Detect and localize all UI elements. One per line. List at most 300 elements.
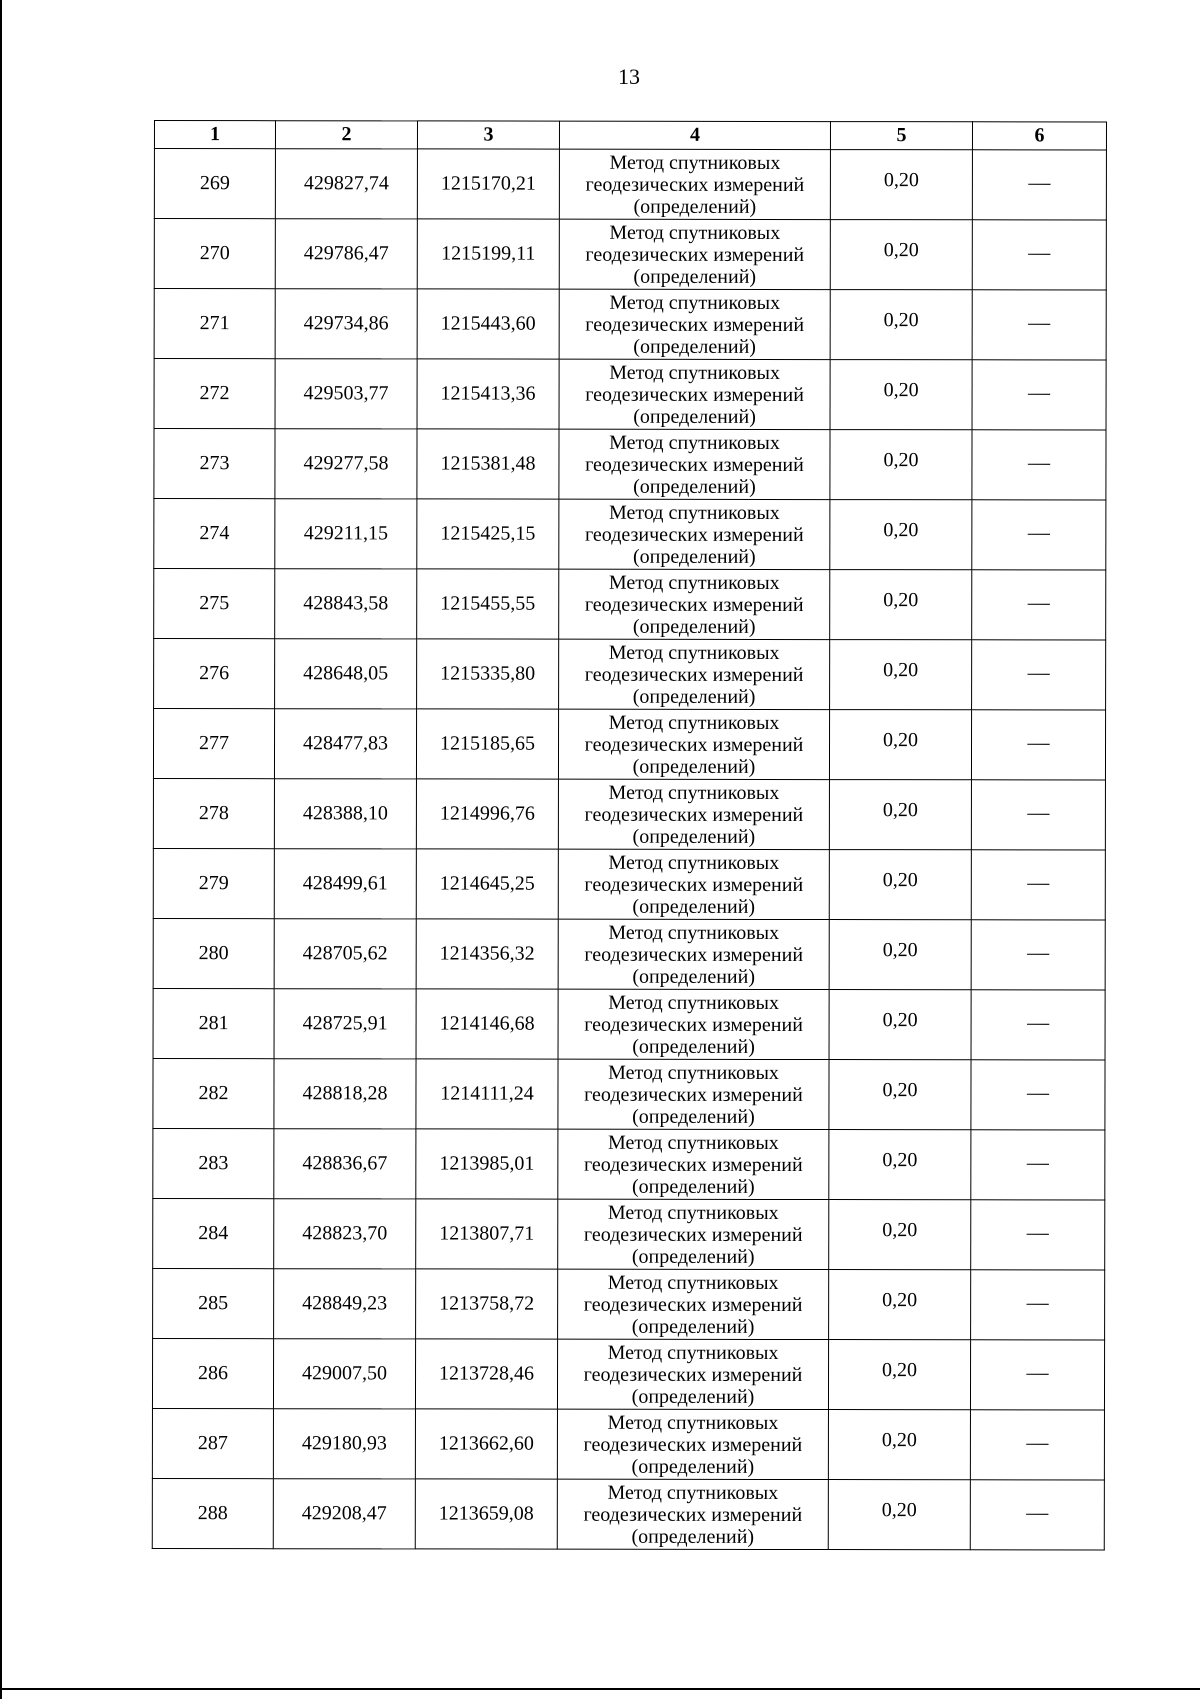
y-coordinate-cell-text: 1215455,55 [440,592,536,615]
note-cell-text: — [1027,448,1050,474]
method-line: Метод спутниковых [608,851,780,874]
accuracy-cell-text: 0,20 [883,729,919,752]
table-row [152,1338,1104,1409]
x-coordinate-cell [275,569,417,639]
point-number-cell-text: 276 [199,662,230,685]
table-row [152,1478,1104,1549]
header-col-2: 2 [275,121,417,149]
accuracy-cell-text: 0,20 [882,939,918,962]
page-border-bottom [0,1688,1200,1690]
method-line: (определений) [632,755,756,778]
header-col-6: 6 [972,122,1106,150]
method-line: геодезических измерений [585,453,804,476]
note-cell [971,1060,1105,1130]
accuracy-cell-text: 0,20 [883,519,919,542]
x-coordinate-cell [274,919,416,989]
accuracy-cell [828,1340,970,1410]
table-row [154,359,1106,430]
method-cell [559,289,830,359]
method-cell [558,1129,829,1199]
point-number-cell-text: 288 [197,1502,228,1525]
table-row [153,988,1105,1059]
y-coordinate-cell-text: 1213659,08 [438,1502,534,1525]
x-coordinate-cell [275,289,417,359]
method-line: геодезических измерений [584,873,804,896]
accuracy-cell [830,220,972,290]
y-coordinate-cell [415,1409,557,1479]
method-cell [558,1269,829,1339]
y-coordinate-cell-text: 1215413,36 [440,382,536,405]
table-row [154,219,1106,290]
note-cell-text: — [1027,1008,1050,1034]
method-line: геодезических измерений [584,733,804,756]
y-coordinate-cell [416,1059,558,1129]
accuracy-cell [829,710,971,780]
note-cell [972,500,1106,570]
y-coordinate-cell [417,569,559,639]
method-line: геодезических измерений [585,173,805,196]
accuracy-cell-text: 0,20 [882,869,918,892]
header-col-3: 3 [417,121,559,149]
point-number-cell-text: 286 [198,1362,229,1385]
accuracy-cell-text: 0,20 [881,1499,917,1522]
point-number-cell-text: 272 [199,382,230,405]
y-coordinate-cell [415,1339,557,1409]
note-cell-text: — [1026,1358,1049,1384]
note-cell-text: — [1028,168,1051,194]
x-coordinate-cell-text: 428725,91 [302,1012,388,1035]
page-border-left [0,0,2,1699]
method-cell [559,359,830,429]
note-cell [971,850,1105,920]
table-row [154,149,1106,220]
method-cell [559,149,830,219]
method-line: (определений) [632,965,756,988]
x-coordinate-cell-text: 428823,70 [302,1222,388,1245]
point-number-cell-text: 280 [198,942,229,965]
point-number-cell [153,1268,274,1338]
note-cell-text: — [1028,308,1051,334]
x-coordinate-cell [274,709,416,779]
method-line: Метод спутниковых [608,991,780,1014]
method-line: геодезических измерений [584,943,804,966]
y-coordinate-cell-text: 1214146,68 [439,1012,535,1035]
x-coordinate-cell [275,219,417,289]
y-coordinate-cell-text: 1215381,48 [440,452,536,475]
method-cell [558,1059,829,1129]
note-cell [971,1200,1105,1270]
method-cell [559,429,830,499]
method-line: (определений) [633,195,757,218]
point-number-cell [154,429,275,499]
method-cell [557,1479,828,1549]
x-coordinate-cell-text: 428388,10 [302,802,388,825]
method-line: (определений) [632,545,756,568]
y-coordinate-cell [416,779,558,849]
point-number-cell [154,149,275,219]
note-cell-text: — [1026,1148,1049,1174]
point-number-cell [152,1338,273,1408]
x-coordinate-cell [274,779,416,849]
note-cell [972,360,1106,430]
point-number-cell [153,1128,274,1198]
accuracy-cell [829,1060,971,1130]
table-header-row [154,121,1106,150]
x-coordinate-cell-text: 428648,05 [303,662,389,685]
x-coordinate-cell-text: 428818,28 [302,1082,388,1105]
x-coordinate-cell [274,1129,416,1199]
method-line: геодезических измерений [583,1503,803,1526]
y-coordinate-cell-text: 1215170,21 [440,172,536,195]
method-line: (определений) [632,1105,755,1128]
accuracy-cell [830,290,972,360]
method-cell [559,219,830,289]
accuracy-cell [828,1410,970,1480]
accuracy-cell [829,1200,971,1270]
method-line: Метод спутниковых [609,151,781,174]
y-coordinate-cell-text: 1215335,80 [440,662,536,685]
accuracy-cell [829,1270,971,1340]
table-row [153,918,1105,989]
accuracy-cell [830,570,972,640]
point-number-cell-text: 279 [198,872,229,895]
y-coordinate-cell [417,499,559,569]
point-number-cell-text: 273 [199,452,230,475]
method-cell [558,709,829,779]
note-cell [972,430,1106,500]
point-number-cell [153,988,274,1058]
method-line: (определений) [632,685,756,708]
header-col-1: 1 [154,121,275,149]
method-line: (определений) [632,895,756,918]
table-row [153,848,1105,919]
method-line: геодезических измерений [583,1363,803,1386]
y-coordinate-cell-text: 1213807,71 [439,1222,535,1245]
method-line: (определений) [633,475,756,498]
point-number-cell [153,1058,274,1128]
note-cell-text: — [1026,1498,1049,1524]
note-cell [970,1410,1104,1480]
note-cell-text: — [1027,938,1050,964]
method-cell [558,919,829,989]
note-cell-text: — [1027,658,1050,684]
x-coordinate-cell [273,1409,415,1479]
point-number-cell-text: 287 [197,1432,228,1455]
x-coordinate-cell-text: 429211,15 [303,522,388,545]
note-cell-text: — [1026,1288,1049,1314]
method-line: Метод спутниковых [608,711,780,734]
note-cell-text: — [1027,798,1050,824]
x-coordinate-cell-text: 429208,47 [301,1502,387,1525]
table-row [153,1128,1105,1199]
x-coordinate-cell-text: 428705,62 [302,942,388,965]
table-row [153,779,1105,850]
point-number-cell-text: 275 [199,592,230,615]
point-number-cell [152,1408,273,1478]
accuracy-cell [830,430,972,500]
y-coordinate-cell [417,429,559,499]
accuracy-cell [830,640,972,710]
x-coordinate-cell-text: 428843,58 [303,592,389,615]
x-coordinate-cell [274,1269,416,1339]
x-coordinate-cell-text: 429007,50 [302,1362,388,1385]
point-number-cell [153,1198,274,1268]
y-coordinate-cell-text: 1213758,72 [439,1292,535,1315]
y-coordinate-cell [416,919,558,989]
method-cell [557,1339,828,1409]
point-number-cell [152,1478,273,1548]
y-coordinate-cell [415,1479,557,1549]
point-number-cell-text: 284 [198,1222,229,1245]
method-line: геодезических измерений [585,383,804,406]
accuracy-cell [829,1130,971,1200]
x-coordinate-cell-text: 429180,93 [301,1432,387,1455]
point-number-cell-text: 282 [198,1082,229,1105]
table-row [153,1058,1105,1129]
accuracy-cell-text: 0,20 [882,799,918,822]
note-cell-text: — [1027,588,1050,614]
method-line: (определений) [631,1525,755,1548]
x-coordinate-cell-text: 429277,58 [303,452,389,475]
y-coordinate-cell [417,289,559,359]
method-cell [558,849,829,919]
method-line: геодезических измерений [583,1223,803,1246]
table-row [152,1408,1104,1479]
page-number: 13 [618,64,640,89]
y-coordinate-cell-text: 1214111,24 [440,1082,534,1105]
accuracy-cell-text: 0,20 [883,239,919,262]
x-coordinate-cell-text: 429734,86 [303,312,389,335]
note-cell-text: — [1026,1428,1049,1454]
y-coordinate-cell [416,1129,558,1199]
method-cell [557,1409,828,1479]
accuracy-cell [829,990,971,1060]
method-line: (определений) [631,1245,755,1268]
y-coordinate-cell [416,1199,558,1269]
method-line: геодезических измерений [584,593,804,616]
method-line: (определений) [632,1035,755,1058]
x-coordinate-cell-text: 429827,74 [303,172,389,195]
y-coordinate-cell [417,219,559,289]
point-number-cell-text: 270 [199,242,230,265]
method-line: (определений) [633,335,756,358]
accuracy-cell-text: 0,20 [882,1149,918,1172]
x-coordinate-cell-text: 428836,67 [302,1152,388,1175]
method-cell [559,639,830,709]
table-row [153,1198,1105,1269]
y-coordinate-cell-text: 1215443,60 [440,312,536,335]
note-cell-text: — [1027,728,1050,754]
note-cell [972,570,1106,640]
x-coordinate-cell-text: 428477,83 [303,732,389,755]
x-coordinate-cell [274,989,416,1059]
header-col-4: 4 [559,121,830,149]
accuracy-cell [828,1480,970,1550]
note-cell [972,220,1106,290]
y-coordinate-cell [417,359,559,429]
method-line: Метод спутниковых [608,571,780,594]
header-col-5: 5 [830,122,972,150]
point-number-cell [153,848,274,918]
method-line: геодезических измерений [583,1293,803,1316]
y-coordinate-cell-text: 1213728,46 [439,1362,535,1385]
method-line: Метод спутниковых [607,1481,779,1504]
x-coordinate-cell [275,359,417,429]
method-line: (определений) [631,1385,755,1408]
accuracy-cell-text: 0,20 [883,449,919,472]
point-number-cell [154,639,275,709]
note-cell [971,1130,1105,1200]
point-number-cell [154,289,275,359]
note-cell [971,780,1105,850]
accuracy-cell-text: 0,20 [882,1009,918,1032]
point-number-cell-text: 281 [198,1012,229,1035]
x-coordinate-cell [273,1479,415,1549]
table-row [154,289,1106,360]
method-line: (определений) [631,1315,755,1338]
method-cell [558,989,829,1059]
method-line: (определений) [633,405,756,428]
method-line: геодезических измерений [585,243,805,266]
y-coordinate-cell [416,1269,558,1339]
x-coordinate-cell [275,639,417,709]
accuracy-cell-text: 0,20 [883,309,919,332]
note-cell-text: — [1027,518,1050,544]
method-line: геодезических измерений [584,663,804,686]
method-cell [558,779,829,849]
point-number-cell-text: 278 [198,802,229,825]
point-number-cell [153,779,274,849]
accuracy-cell [830,500,972,570]
y-coordinate-cell-text: 1214356,32 [439,942,535,965]
x-coordinate-cell-text: 429786,47 [303,242,389,265]
accuracy-cell-text: 0,20 [882,1219,918,1242]
note-cell-text: — [1028,238,1051,264]
note-cell-text: — [1028,378,1051,404]
y-coordinate-cell-text: 1215425,15 [440,522,536,545]
accuracy-cell-text: 0,20 [882,1359,918,1382]
note-cell-text: — [1027,868,1050,894]
table-body [152,149,1106,1550]
x-coordinate-cell-text: 428849,23 [302,1292,388,1315]
method-line: (определений) [632,615,756,638]
point-number-cell-text: 271 [199,312,230,335]
method-cell [558,1199,829,1269]
method-line: геодезических измерений [583,1153,803,1176]
note-cell [971,1270,1105,1340]
y-coordinate-cell [417,639,559,709]
method-line: геодезических измерений [584,1083,803,1106]
x-coordinate-cell [274,1059,416,1129]
y-coordinate-cell-text: 1213985,01 [439,1152,535,1175]
table-row [153,709,1105,780]
table-row [154,569,1106,640]
y-coordinate-cell-text: 1214996,76 [439,802,535,825]
point-number-cell-text: 283 [198,1152,229,1175]
y-coordinate-cell [416,989,558,1059]
note-cell [972,150,1106,220]
x-coordinate-cell [274,1199,416,1269]
y-coordinate-cell [416,849,558,919]
method-line: (определений) [631,1455,755,1478]
method-line: геодезических измерений [584,523,804,546]
coordinates-table [152,120,1107,1550]
method-line: Метод спутниковых [607,1411,779,1434]
note-cell [971,920,1105,990]
point-number-cell [153,709,274,779]
accuracy-cell [830,150,972,220]
accuracy-cell-text: 0,20 [883,659,919,682]
method-line: Метод спутниковых [607,1271,779,1294]
point-number-cell-text: 277 [199,732,230,755]
note-cell-text: — [1026,1078,1049,1104]
method-cell [559,499,830,569]
note-cell [970,1340,1104,1410]
method-line: Метод спутниковых [607,1131,779,1154]
accuracy-cell-text: 0,20 [881,1429,917,1452]
method-line: Метод спутниковых [608,1061,779,1084]
x-coordinate-cell [275,149,417,219]
note-cell [971,990,1105,1060]
method-line: (определений) [631,1175,755,1198]
accuracy-cell-text: 0,20 [883,379,919,402]
method-line: геодезических измерений [583,1433,803,1456]
point-number-cell-text: 285 [198,1292,229,1315]
note-cell [970,1480,1104,1550]
y-coordinate-cell-text: 1213662,60 [438,1432,534,1455]
point-number-cell [153,918,274,988]
x-coordinate-cell [274,849,416,919]
accuracy-cell [829,850,971,920]
method-line: Метод спутниковых [607,1201,779,1224]
accuracy-cell [829,920,971,990]
table-row [154,429,1106,500]
method-line: Метод спутниковых [608,501,780,524]
accuracy-cell-text: 0,20 [883,589,919,612]
method-line: Метод спутниковых [609,361,781,384]
table-row [154,499,1106,570]
accuracy-cell-text: 0,20 [882,1289,918,1312]
method-line: Метод спутниковых [609,221,781,244]
accuracy-cell [830,360,972,430]
y-coordinate-cell-text: 1215199,11 [441,242,536,265]
y-coordinate-cell-text: 1215185,65 [440,732,536,755]
x-coordinate-cell [275,429,417,499]
point-number-cell-text: 274 [199,522,230,545]
note-cell [972,290,1106,360]
note-cell [972,640,1106,710]
x-coordinate-cell [275,499,417,569]
method-line: Метод спутниковых [608,781,780,804]
point-number-cell [154,499,275,569]
method-cell [559,569,830,639]
x-coordinate-cell-text: 428499,61 [302,872,388,895]
method-line: Метод спутниковых [608,641,780,664]
x-coordinate-cell-text: 429503,77 [303,382,389,405]
accuracy-cell [829,780,971,850]
y-coordinate-cell [416,709,558,779]
method-line: геодезических измерений [585,313,805,336]
x-coordinate-cell [273,1339,415,1409]
method-line: Метод спутниковых [608,921,780,944]
y-coordinate-cell-text: 1214645,25 [439,872,535,895]
point-number-cell [154,219,275,289]
method-line: (определений) [633,265,757,288]
method-line: Метод спутниковых [609,291,781,314]
method-line: геодезических измерений [584,803,804,826]
method-line: геодезических измерений [584,1013,803,1036]
accuracy-cell-text: 0,20 [883,169,919,192]
